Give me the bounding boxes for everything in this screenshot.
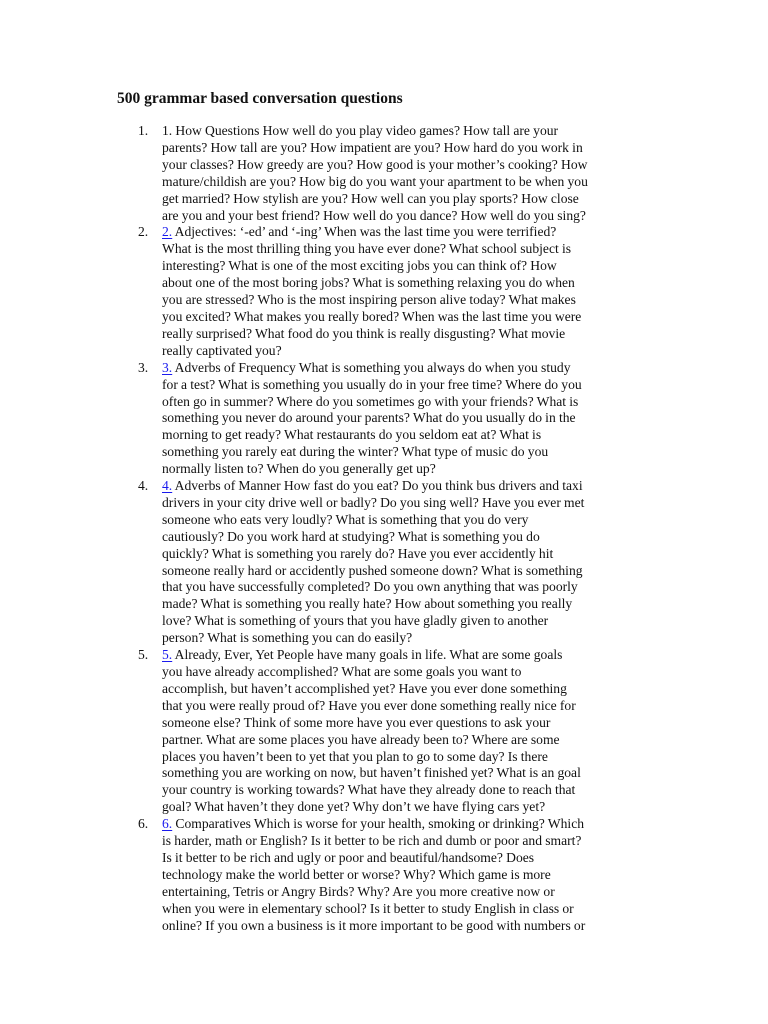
question-text (162, 478, 653, 647)
question-text (162, 123, 653, 224)
question-item-2 (0, 224, 768, 359)
document-title: 500 grammar based conversation questions (117, 90, 403, 107)
question-number: 6. (138, 816, 149, 832)
question-content: Already, Ever, Yet People have many goals in life. What are some goals you have already accomplished? What are some goals you want to accomplish, but haven’t accomplished yet? Have you ever done something that you were really proud of? Have you ever done something really nice for someone else? Think of some more have you ever questions to ask your partner. What are some places you have already been to? Where are some places you haven’t been to yet that you plan to go to some day? Is there something you are working on now, but haven’t finished yet? What is an goal your country is working towards? What have they already done to reach that goal? What haven’t they done yet? Why don’t we have flying cars yet? (162, 647, 581, 815)
question-content: Adverbs of Frequency What is something you always do when you study for a test? What is something you usually do in your free time? Where do you often go in summer? Where do you sometimes go with your friends? What is something you never do around your parents? What do you usually do in the morning to get ready? What restaurants do you seldom eat at? What is something you rarely eat during the winter? What type of music do you normally listen to? When do you generally get up? (162, 359, 582, 477)
question-item-4 (0, 478, 768, 647)
question-text (162, 360, 653, 478)
question-number: 3. (138, 359, 149, 375)
question-number: 2. (138, 224, 149, 240)
question-number: 1. (138, 123, 149, 138)
question-link[interactable]: 2. (162, 224, 173, 240)
question-item-3 (0, 360, 768, 478)
question-text (162, 224, 653, 359)
question-content: Adjectives: ‘-ed’ and ‘-ing’ When was the last time you were terrified? What is the most thrilling thing you have ever done? What school subject is interesting? What is one of the most exciting jobs you can think of? How about one of the most boring jobs? What is something relaxing you do when you are stressed? Who is the most inspiring person alive today? What makes you excited? What makes you really bored? When was the last time you were really surprised? What food do you think is really disgusting? What movie really captivated you? (162, 224, 582, 358)
question-link[interactable]: 3. (162, 359, 173, 375)
question-item-5 (0, 647, 768, 816)
question-item-6 (0, 816, 768, 934)
question-link[interactable]: 4. (162, 478, 173, 494)
question-content: 1. How Questions How well do you play video games? How tall are your parents? How tall are you? How impatient are you? How hard do you work in your classes? How greedy are you? How good is your mother’s cooking? How mature/childish are you? How big do you want your apartment to be when you get married? How stylish are you? How well can you play sports? How close are you and your best friend? How well do you dance? How well do you sing? (162, 123, 588, 223)
question-number: 5. (138, 647, 149, 663)
question-text (162, 816, 653, 934)
question-content: Comparatives Which is worse for your health, smoking or drinking? Which is harder, math or English? Is it better to be rich and dumb or poor and smart? Is it better to be rich and ugly or poor and beautiful/handsome? Does technology make the world better or worse? Why? Which game is more entertaining, Tetris or Angry Birds? Why? Are you more creative now or when you were in elementary school? Is it better to study English in class or online? If you own a business is it more important to be good with numbers or (162, 816, 586, 933)
question-link[interactable]: 5. (162, 647, 173, 663)
question-list (0, 123, 768, 935)
question-content: Adverbs of Manner How fast do you eat? Do you think bus drivers and taxi drivers in your city drive well or badly? Do you sing well? Have you ever met someone who eats very loudly? What is something that you do very cautiously? Do you work hard at studying? What is something you do quickly? What is something you rarely do? Have you ever accidently hit someone really hard or accidently pushed someone down? What is something that you have successfully completed? Do you own anything that was poorly made? What is something you really hate? How about something you really love? What is something of yours that you have gladly given to another person? What is something you can do easily? (162, 478, 585, 646)
question-item-1 (0, 123, 768, 224)
question-number: 4. (138, 478, 149, 494)
question-text (162, 647, 653, 816)
question-link[interactable]: 6. (162, 816, 173, 832)
